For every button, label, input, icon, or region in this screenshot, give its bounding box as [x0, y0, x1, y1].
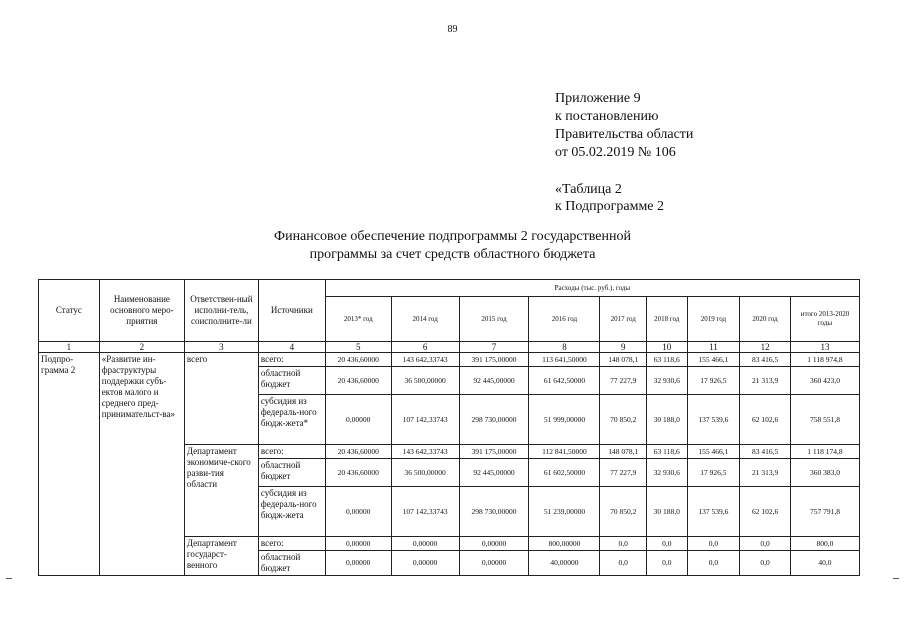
value-cell: 63 118,6: [647, 353, 688, 367]
header-year: 2015 год: [459, 297, 529, 342]
column-number: 11: [687, 342, 740, 353]
value-cell: 20 436,60000: [325, 353, 391, 367]
column-number: 5: [325, 342, 391, 353]
column-number: 1: [39, 342, 100, 353]
appendix-line: к постановлению: [555, 109, 659, 124]
value-cell: 83 416,5: [740, 353, 791, 367]
status-cell: Подпро-грамма 2: [39, 353, 100, 576]
header-responsible: Ответствен-ный исполни-тель, соисполните-ли: [184, 280, 258, 342]
value-cell: 40,0: [790, 551, 859, 576]
header-status: Статус: [39, 280, 100, 342]
source-cell: областной бюджет: [258, 459, 325, 487]
value-cell: 70 850,2: [600, 487, 647, 537]
value-cell: 61 602,50000: [529, 459, 600, 487]
column-number: 6: [391, 342, 459, 353]
value-cell: 0,00000: [459, 551, 529, 576]
column-number: 3: [184, 342, 258, 353]
source-cell: всего:: [258, 537, 325, 551]
value-cell: 298 730,00000: [459, 487, 529, 537]
value-cell: 20 436,60000: [325, 367, 391, 395]
value-cell: 758 551,8: [790, 395, 859, 445]
value-cell: 51 239,00000: [529, 487, 600, 537]
value-cell: 0,0: [687, 551, 740, 576]
column-number: 8: [529, 342, 600, 353]
table-row: [39, 353, 860, 367]
value-cell: 77 227,9: [600, 367, 647, 395]
edge-mark: [893, 578, 899, 579]
value-cell: 137 539,6: [687, 487, 740, 537]
value-cell: 360 423,0: [790, 367, 859, 395]
header-year: 2018 год: [647, 297, 688, 342]
value-cell: 800,0: [790, 537, 859, 551]
value-cell: 391 175,00000: [459, 445, 529, 459]
value-cell: 113 641,50000: [529, 353, 600, 367]
value-cell: 36 500,00000: [391, 459, 459, 487]
title-line: программы за счет средств областного бюджета: [309, 247, 596, 262]
value-cell: 0,0: [647, 551, 688, 576]
edge-mark: [6, 578, 12, 579]
responsible-cell: всего: [184, 353, 258, 445]
header-year: 2017 год: [600, 297, 647, 342]
value-cell: 0,00000: [325, 487, 391, 537]
column-number: 7: [459, 342, 529, 353]
column-number: 13: [790, 342, 859, 353]
table-reference-line: к Подпрограмме 2: [555, 199, 665, 214]
header-year: итого 2013-2020 годы: [790, 297, 859, 342]
value-cell: 21 313,9: [740, 459, 791, 487]
source-cell: субсидия из федераль-ного бюдж-жета: [258, 487, 325, 537]
value-cell: 143 642,33743: [391, 445, 459, 459]
header-expenses: Расходы (тыс. руб.), годы: [325, 280, 859, 297]
appendix-line: от 05.02.2019 № 106: [555, 145, 676, 160]
value-cell: 148 078,1: [600, 445, 647, 459]
appendix-header: [555, 90, 693, 162]
value-cell: 0,0: [647, 537, 688, 551]
value-cell: 137 539,6: [687, 395, 740, 445]
value-cell: 143 642,33743: [391, 353, 459, 367]
value-cell: 83 416,5: [740, 445, 791, 459]
value-cell: 107 142,33743: [391, 487, 459, 537]
value-cell: 40,00000: [529, 551, 600, 576]
value-cell: 20 436,60000: [325, 459, 391, 487]
value-cell: 1 118 974,8: [790, 353, 859, 367]
source-cell: субсидия из федераль-ного бюдж-жета*: [258, 395, 325, 445]
header-year: 2016 год: [529, 297, 600, 342]
value-cell: 1 118 174,8: [790, 445, 859, 459]
appendix-line: Правительства области: [555, 127, 694, 142]
value-cell: 0,0: [740, 537, 791, 551]
value-cell: 30 188,0: [647, 487, 688, 537]
value-cell: 800,00000: [529, 537, 600, 551]
value-cell: 32 930,6: [647, 367, 688, 395]
value-cell: 0,00000: [325, 395, 391, 445]
header-year: 2013* год: [325, 297, 391, 342]
value-cell: 51 999,00000: [529, 395, 600, 445]
header-year: 2014 год: [391, 297, 459, 342]
value-cell: 107 142,33743: [391, 395, 459, 445]
value-cell: 62 102,6: [740, 487, 791, 537]
value-cell: 757 791,8: [790, 487, 859, 537]
value-cell: 62 102,6: [740, 395, 791, 445]
value-cell: 0,00000: [459, 537, 529, 551]
value-cell: 0,0: [687, 537, 740, 551]
value-cell: 0,00000: [391, 551, 459, 576]
value-cell: 0,0: [600, 537, 647, 551]
responsible-cell: Департамент экономиче-ского разви-тия области: [184, 445, 258, 537]
header-year: 2019 год: [687, 297, 740, 342]
header-sources: Источники: [258, 280, 325, 342]
value-cell: 155 466,1: [687, 445, 740, 459]
value-cell: 77 227,9: [600, 459, 647, 487]
column-number: 2: [99, 342, 184, 353]
value-cell: 30 188,0: [647, 395, 688, 445]
value-cell: 360 383,0: [790, 459, 859, 487]
header-measure-name: Наименование основного меро-приятия: [99, 280, 184, 342]
value-cell: 17 926,5: [687, 367, 740, 395]
header-year: 2020 год: [740, 297, 791, 342]
value-cell: 0,00000: [325, 551, 391, 576]
source-cell: областной бюджет: [258, 551, 325, 576]
measure-name-cell: «Развитие ин-фраструктуры поддержки субъ-ектов малого и среднего пред-принимательст-ва»: [99, 353, 184, 576]
column-number: 10: [647, 342, 688, 353]
value-cell: 391 175,00000: [459, 353, 529, 367]
table-reference: [555, 181, 664, 215]
value-cell: 92 445,00000: [459, 459, 529, 487]
value-cell: 92 445,00000: [459, 367, 529, 395]
source-cell: всего:: [258, 353, 325, 367]
value-cell: 298 730,00000: [459, 395, 529, 445]
value-cell: 155 466,1: [687, 353, 740, 367]
value-cell: 0,00000: [325, 537, 391, 551]
value-cell: 112 841,50000: [529, 445, 600, 459]
value-cell: 36 500,00000: [391, 367, 459, 395]
source-cell: областной бюджет: [258, 367, 325, 395]
value-cell: 32 930,6: [647, 459, 688, 487]
document-title: [0, 228, 905, 264]
source-cell: всего:: [258, 445, 325, 459]
responsible-cell: Департамент государст-венного: [184, 537, 258, 576]
value-cell: 20 436,60000: [325, 445, 391, 459]
column-number: 4: [258, 342, 325, 353]
column-number: 12: [740, 342, 791, 353]
page-number: 89: [447, 24, 458, 35]
value-cell: 0,0: [740, 551, 791, 576]
value-cell: 17 926,5: [687, 459, 740, 487]
value-cell: 0,0: [600, 551, 647, 576]
value-cell: 0,00000: [391, 537, 459, 551]
appendix-line: Приложение 9: [555, 91, 641, 106]
value-cell: 21 313,9: [740, 367, 791, 395]
title-line: Финансовое обеспечение подпрограммы 2 государственной: [274, 229, 631, 244]
value-cell: 61 642,50000: [529, 367, 600, 395]
table-reference-line: «Таблица 2: [555, 182, 622, 197]
financing-table: [38, 279, 860, 576]
value-cell: 70 850,2: [600, 395, 647, 445]
value-cell: 148 078,1: [600, 353, 647, 367]
value-cell: 63 118,6: [647, 445, 688, 459]
column-number: 9: [600, 342, 647, 353]
